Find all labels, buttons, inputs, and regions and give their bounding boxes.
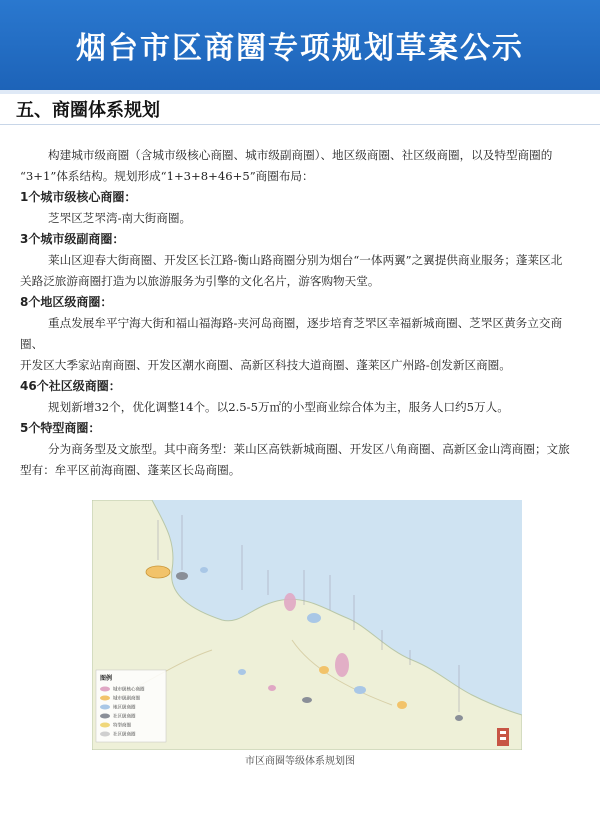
special-circle (268, 685, 276, 691)
block-heading-special: 5个特型商圈： (20, 421, 101, 435)
map-svg (92, 500, 522, 750)
planning-map (92, 500, 522, 770)
header-banner (0, 0, 600, 90)
core-circle (284, 593, 296, 611)
legend-item-sub: 城市级副商圈 (113, 696, 140, 702)
block-heading-core: 1个城市级核心商圈： (20, 190, 137, 204)
legend-swatch-other (100, 732, 110, 737)
block-district-line-1: 重点发展牟平宁海大街和福山福海路-夹河岛商圈，逐步培育芝罘区幸福新城商圈、芝罘区黄务立交商圈、 (20, 316, 563, 351)
block-special-line-2: 型有：牟平区前海商圈、蓬莱区长岛商圈。 (20, 463, 241, 477)
special-circle (397, 701, 407, 709)
legend-item-special: 特型商圈 (113, 723, 131, 729)
legend-swatch-core (100, 687, 110, 692)
legend-swatch-district (100, 705, 110, 710)
community-circle (176, 572, 188, 580)
section-stripe (0, 90, 600, 94)
page-title: 烟台市区商圈专项规划草案公示 (76, 31, 524, 66)
section-title: 五、商圈体系规划 (16, 100, 160, 121)
district-circle (307, 613, 321, 623)
block-sub-line-2: 关路泛旅游商圈打造为以旅游服务为引擎的文化名片，游客购物天堂。 (20, 274, 380, 288)
map-caption: 市区商圈等级体系规划图 (245, 756, 355, 767)
block-sub-line-1: 莱山区迎春大街商圈、开发区长江路-衡山路商圈分别为烟台“一体两翼”之翼提供商业服务；蓬莱区北 (48, 253, 563, 267)
community-circle (455, 715, 463, 721)
block-district-line-2: 开发区大季家站南商圈、开发区潮水商圈、高新区科技大道商圈、蓬莱区广州路-创发新区商圈。 (20, 358, 511, 372)
block-core-line-1: 芝罘区芝罘湾-南大街商圈。 (48, 211, 192, 225)
legend-swatch-sub (100, 696, 110, 701)
legend-swatch-special (100, 723, 110, 728)
block-special-line-1: 分为商务型及文旅型。其中商务型：莱山区高铁新城商圈、开发区八角商圈、高新区金山湾商圈；文旅 (48, 442, 570, 456)
core-circle-main (335, 653, 349, 677)
sub-circle-west (146, 566, 170, 578)
section-bar (0, 90, 600, 125)
block-heading-district: 8个地区级商圈： (20, 295, 113, 309)
district-circle (238, 669, 246, 675)
sub-circle (319, 666, 329, 674)
district-circle (200, 567, 208, 573)
legend-item-district: 地区级商圈 (113, 705, 136, 711)
legend-title: 图例 (100, 675, 113, 682)
document-body (20, 145, 585, 481)
map-legend (96, 670, 166, 742)
legend-item-other: 社区级商圈 (113, 732, 136, 738)
block-heading-community: 46个社区级商圈： (20, 379, 121, 393)
legend-item-community: 社区级商圈 (113, 714, 136, 720)
community-circle (302, 697, 312, 703)
block-heading-sub: 3个城市级副商圈： (20, 232, 125, 246)
intro-line-1: 构建城市级商圈（含城市级核心商圈、城市级副商圈）、地区级商圈、社区级商圈，以及特型商圈的 (48, 148, 553, 162)
intro-line-2: “3+1”体系结构。规划形成“1+3+8+46+5”商圈布局： (20, 169, 314, 183)
block-community-line-1: 规划新增32个，优化调整14个。以2.5-5万㎡的小型商业综合体为主，服务人口约5万人。 (48, 400, 509, 414)
district-circle (354, 686, 366, 694)
legend-swatch-community (100, 714, 110, 719)
legend-item-core: 城市级核心商圈 (113, 687, 145, 693)
north-arrow-icon (497, 728, 509, 746)
